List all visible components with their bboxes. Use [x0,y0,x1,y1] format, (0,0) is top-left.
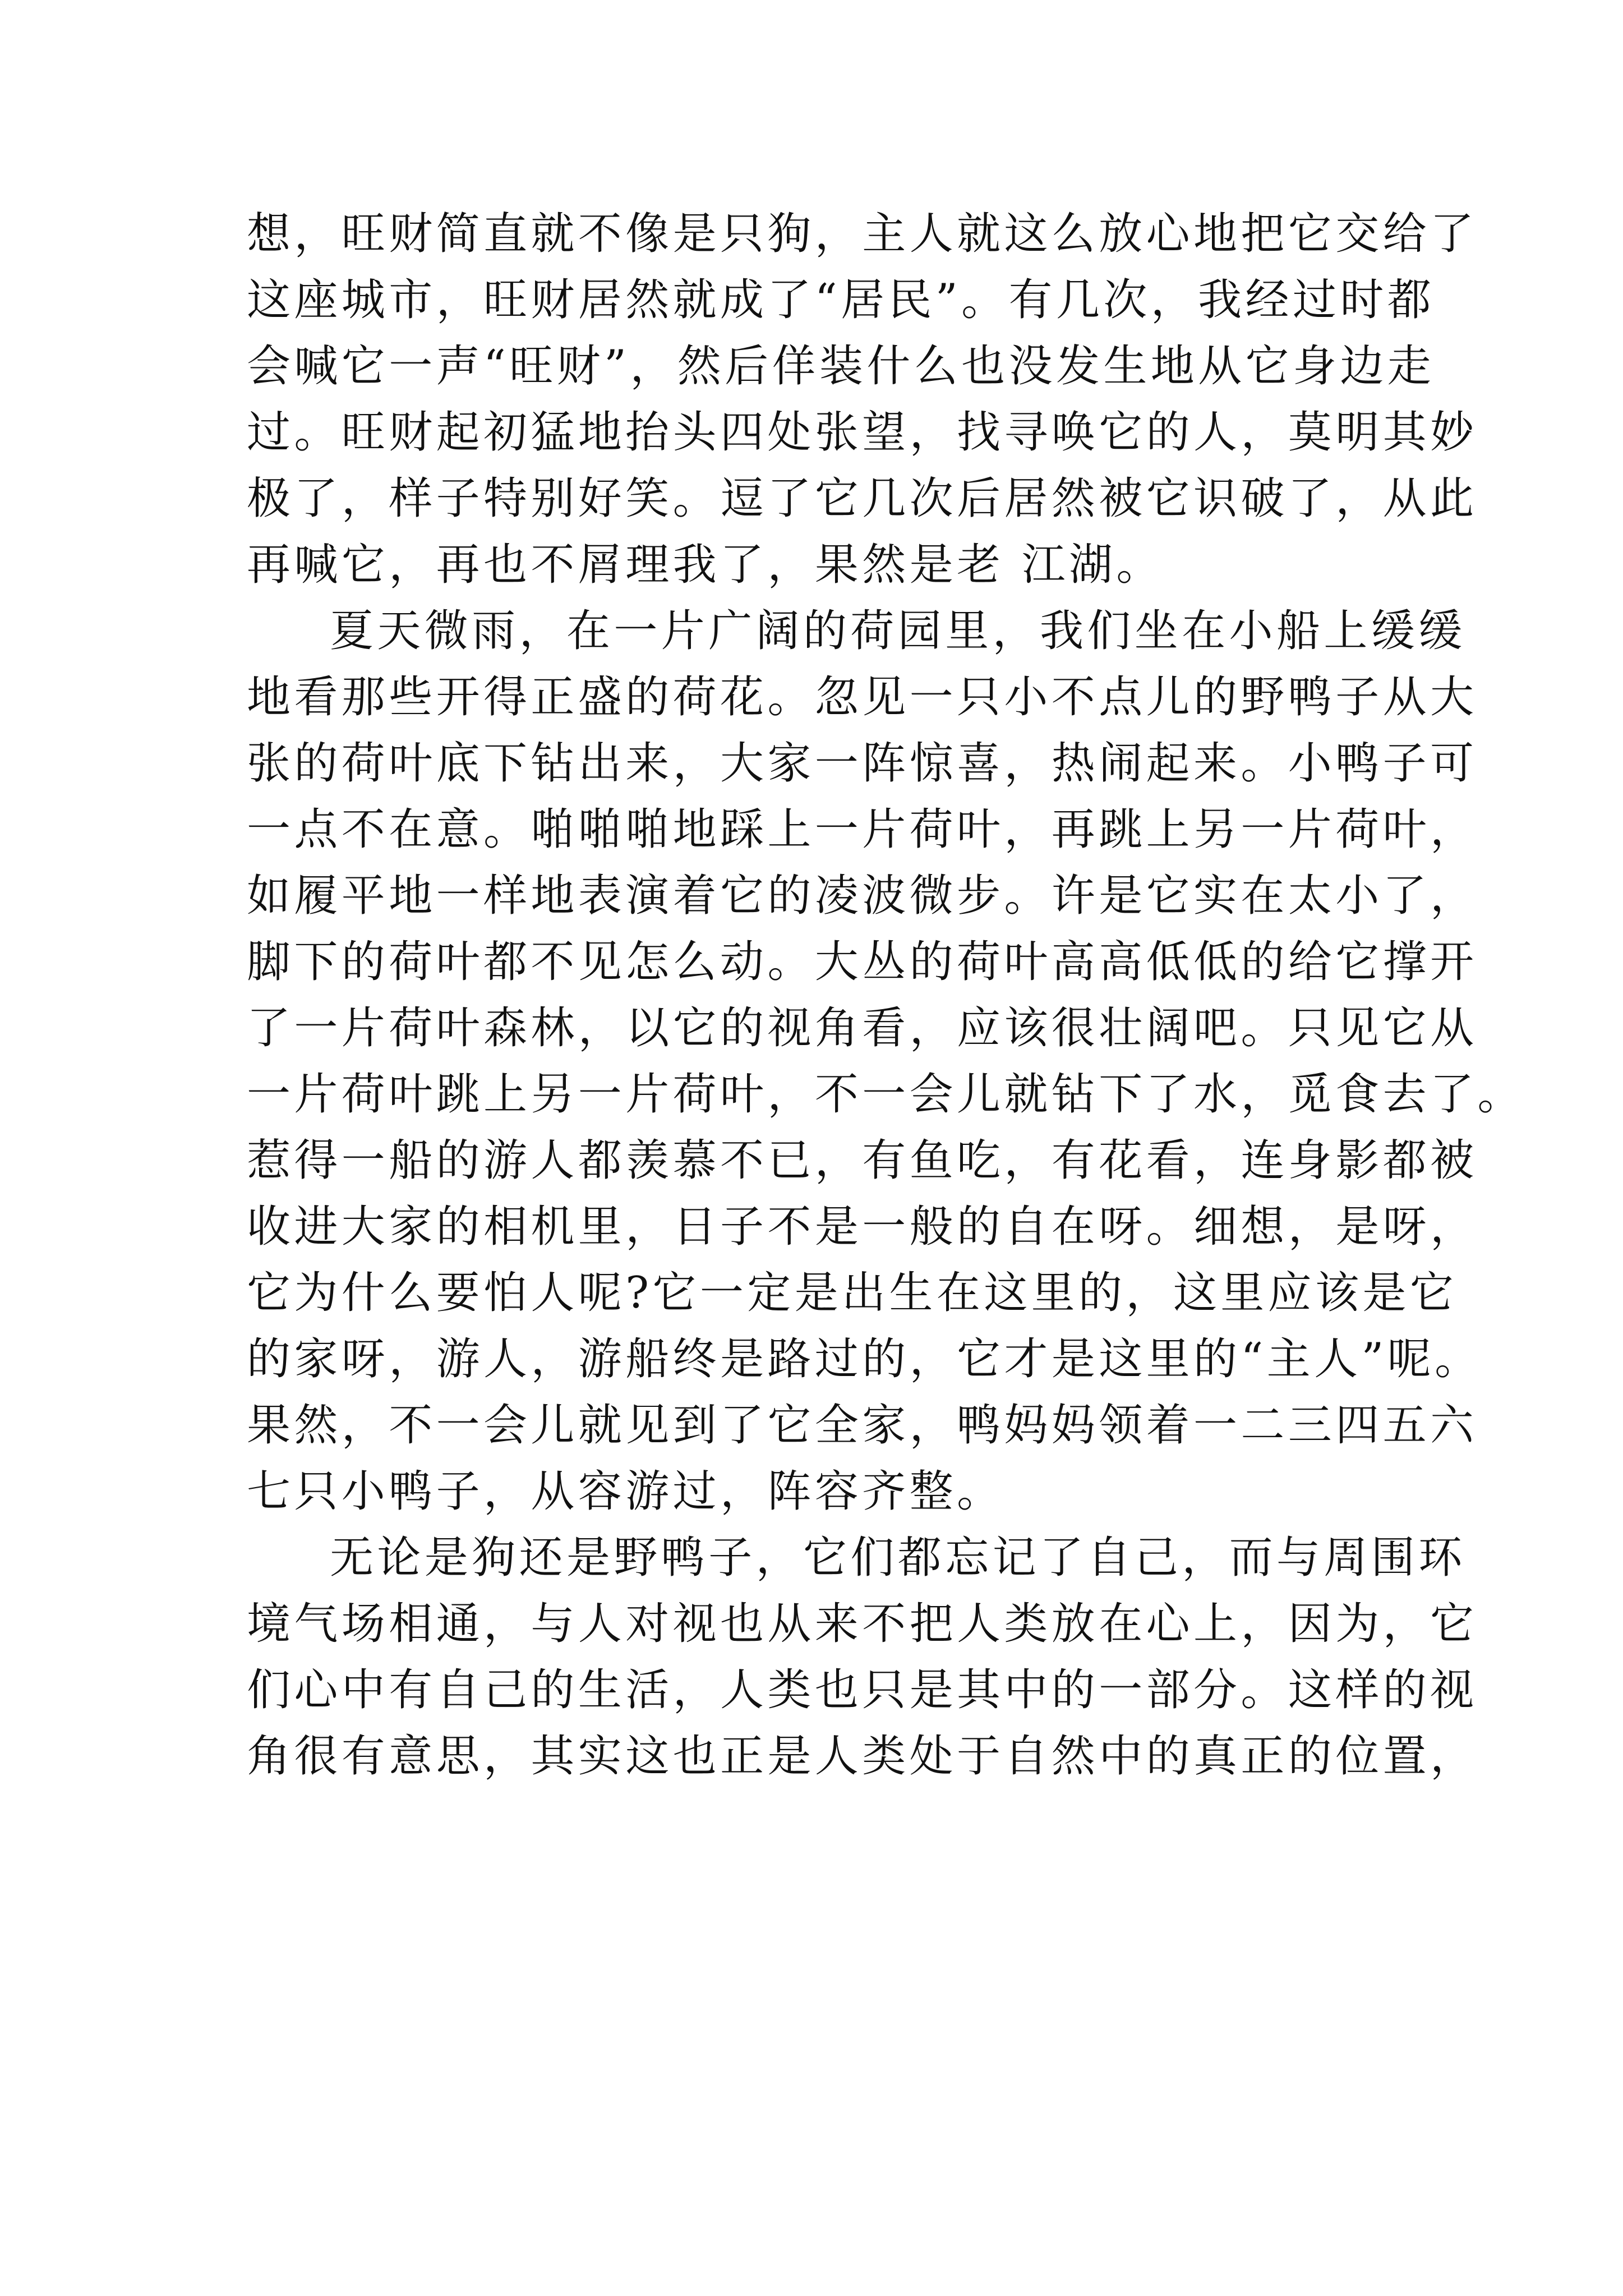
text-line: 七只小鸭子，从容游过，阵容齐整。 [247,1466,1004,1517]
text-line: 这座城市，旺财居然就成了“居民”。有几次，我经过时都 [247,275,1435,325]
text-line: 如履平地一样地表演着它的凌波微步。许是它实在太小了， [247,871,1478,921]
text-line: 极了，样子特别好笑。逗了它几次后居然被它识破了，从此 [247,473,1478,524]
text-line: 们心中有自己的生活，人类也只是其中的一部分。这样的视 [247,1665,1478,1715]
text-line: 想，旺财简直就不像是只狗，主人就这么放心地把它交给了 [247,209,1478,259]
text-line: 收进大家的相机里，日子不是一般的自在呀。细想，是呀， [247,1202,1478,1252]
text-line: 惹得一船的游人都羡慕不已，有鱼吃，有花看，连身影都被 [247,1135,1478,1186]
text-line: 再喊它，再也不屑理我了，果然是老 江湖。 [247,540,1164,590]
text-line: 它为什么要怕人呢?它一定是出生在这里的，这里应该是它 [247,1268,1458,1318]
text-line: 一片荷叶跳上另一片荷叶，不一会儿就钻下了水，觅食去了。 [247,1069,1525,1120]
text-line: 一点不在意。啪啪啪地踩上一片荷叶，再跳上另一片荷叶， [247,804,1478,855]
text-line: 过。旺财起初猛地抬头四处张望，找寻唤它的人，莫明其妙 [247,407,1478,458]
text-line: 脚下的荷叶都不见怎么动。大丛的荷叶高高低低的给它撑开 [247,937,1478,987]
text-line: 的家呀，游人，游船终是路过的，它才是这里的“主人”呢。 [247,1334,1482,1384]
text-line: 张的荷叶底下钻出来，大家一阵惊喜，热闹起来。小鸭子可 [247,738,1478,789]
text-line: 角很有意思，其实这也正是人类处于自然中的真正的位置， [247,1731,1478,1782]
paragraph-first-line: 夏天微雨，在一片广阔的荷园里，我们坐在小船上缓缓 [330,606,1466,656]
paragraph-first-line: 无论是狗还是野鸭子，它们都忘记了自己，而与周围环 [330,1533,1466,1583]
text-line: 地看那些开得正盛的荷花。忽见一只小不点儿的野鸭子从大 [247,672,1478,723]
text-line: 了一片荷叶森林，以它的视角看，应该很壮阔吧。只见它从 [247,1003,1478,1053]
text-line: 果然，不一会儿就见到了它全家，鸭妈妈领着一二三四五六 [247,1400,1478,1451]
text-line: 境气场相通，与人对视也从来不把人类放在心上，因为，它 [247,1599,1478,1649]
text-line: 会喊它一声“旺财”，然后佯装什么也没发生地从它身边走 [247,341,1435,392]
